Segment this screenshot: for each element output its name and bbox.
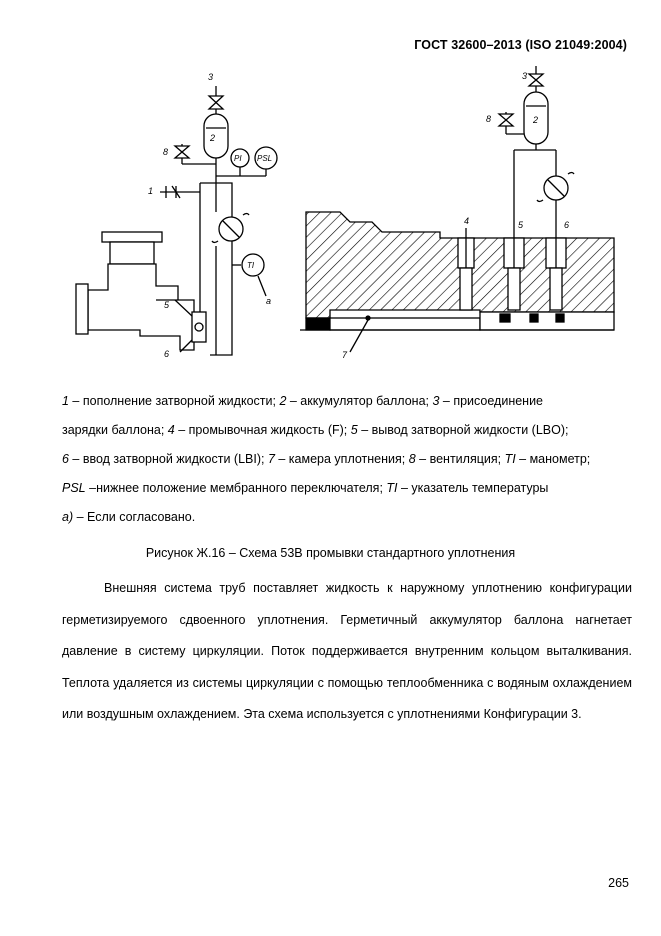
label-3-left: 3	[208, 72, 214, 82]
pump-flange	[102, 232, 162, 242]
label-5-right: 5	[518, 220, 524, 230]
label-8-left: 8	[163, 147, 169, 157]
valve-8-icon	[175, 146, 189, 158]
label-5-left: 5	[164, 300, 170, 310]
valve-8-right-icon	[499, 114, 513, 126]
valve-3-right-icon	[529, 74, 543, 86]
flush-plan-diagram	[0, 0, 661, 380]
label-1-left: 1	[148, 186, 154, 196]
legend-line-3: 6 – ввод затворной жидкости (LBI); 7 – камера уплотнения; 8 – вентиляция; TI – манометр;	[62, 452, 591, 466]
label-7-right: 7	[342, 350, 348, 360]
legend-line-5: a) – Если согласовано.	[62, 510, 196, 524]
figure-legend	[62, 387, 632, 532]
document-header: ГОСТ 32600–2013 (ISO 21049:2004)	[414, 38, 627, 52]
body-paragraph-container	[62, 573, 632, 731]
label-2-right: 2	[533, 115, 539, 125]
page-number: 265	[608, 876, 629, 890]
label-6-right: 6	[564, 220, 570, 230]
label-psl: PSL	[257, 154, 273, 163]
figure-caption: Рисунок Ж.16 – Схема 53В промывки стандартного уплотнения	[145, 546, 516, 560]
legend-line-4: PSL –нижнее положение мембранного переключателя; TI – указатель температуры	[62, 481, 549, 495]
label-4-right: 4	[464, 216, 470, 226]
accumulator-2	[204, 114, 228, 158]
seal-6	[192, 312, 206, 342]
label-a: a	[266, 296, 272, 306]
legend-line-1: 1 – пополнение затворной жидкости; 2 – аккумулятор баллона; 3 – присоединение	[62, 394, 544, 408]
label-2-left: 2	[210, 133, 216, 143]
legend-line-2: зарядки баллона; 4 – промывочная жидкость (F); 5 – вывод затворной жидкости (LBO);	[62, 423, 569, 437]
label-6-left: 6	[164, 349, 170, 359]
valve-3-icon	[209, 96, 223, 109]
label-8-right: 8	[486, 114, 492, 124]
label-3-right: 3	[522, 71, 528, 81]
label-pi: PI	[234, 154, 242, 163]
left-schematic	[76, 86, 277, 355]
body-paragraph: Внешняя система труб поставляет жидкость к наружному уплотнению конфигурации герметизируемого сдвоенного уплотнения. Герметичный аккумулятор баллона нагнетает давление в систему циркуляции. Поток поддерживается внутренним кольцом выталкивания. Теплота удаляется из системы циркуляции с помощью теплообменника с водяным охлаждением или воздушным охлаждением. Эта схема используется с уплотнениями Конфигурации 3.	[62, 581, 632, 721]
label-ti: TI	[247, 261, 255, 270]
